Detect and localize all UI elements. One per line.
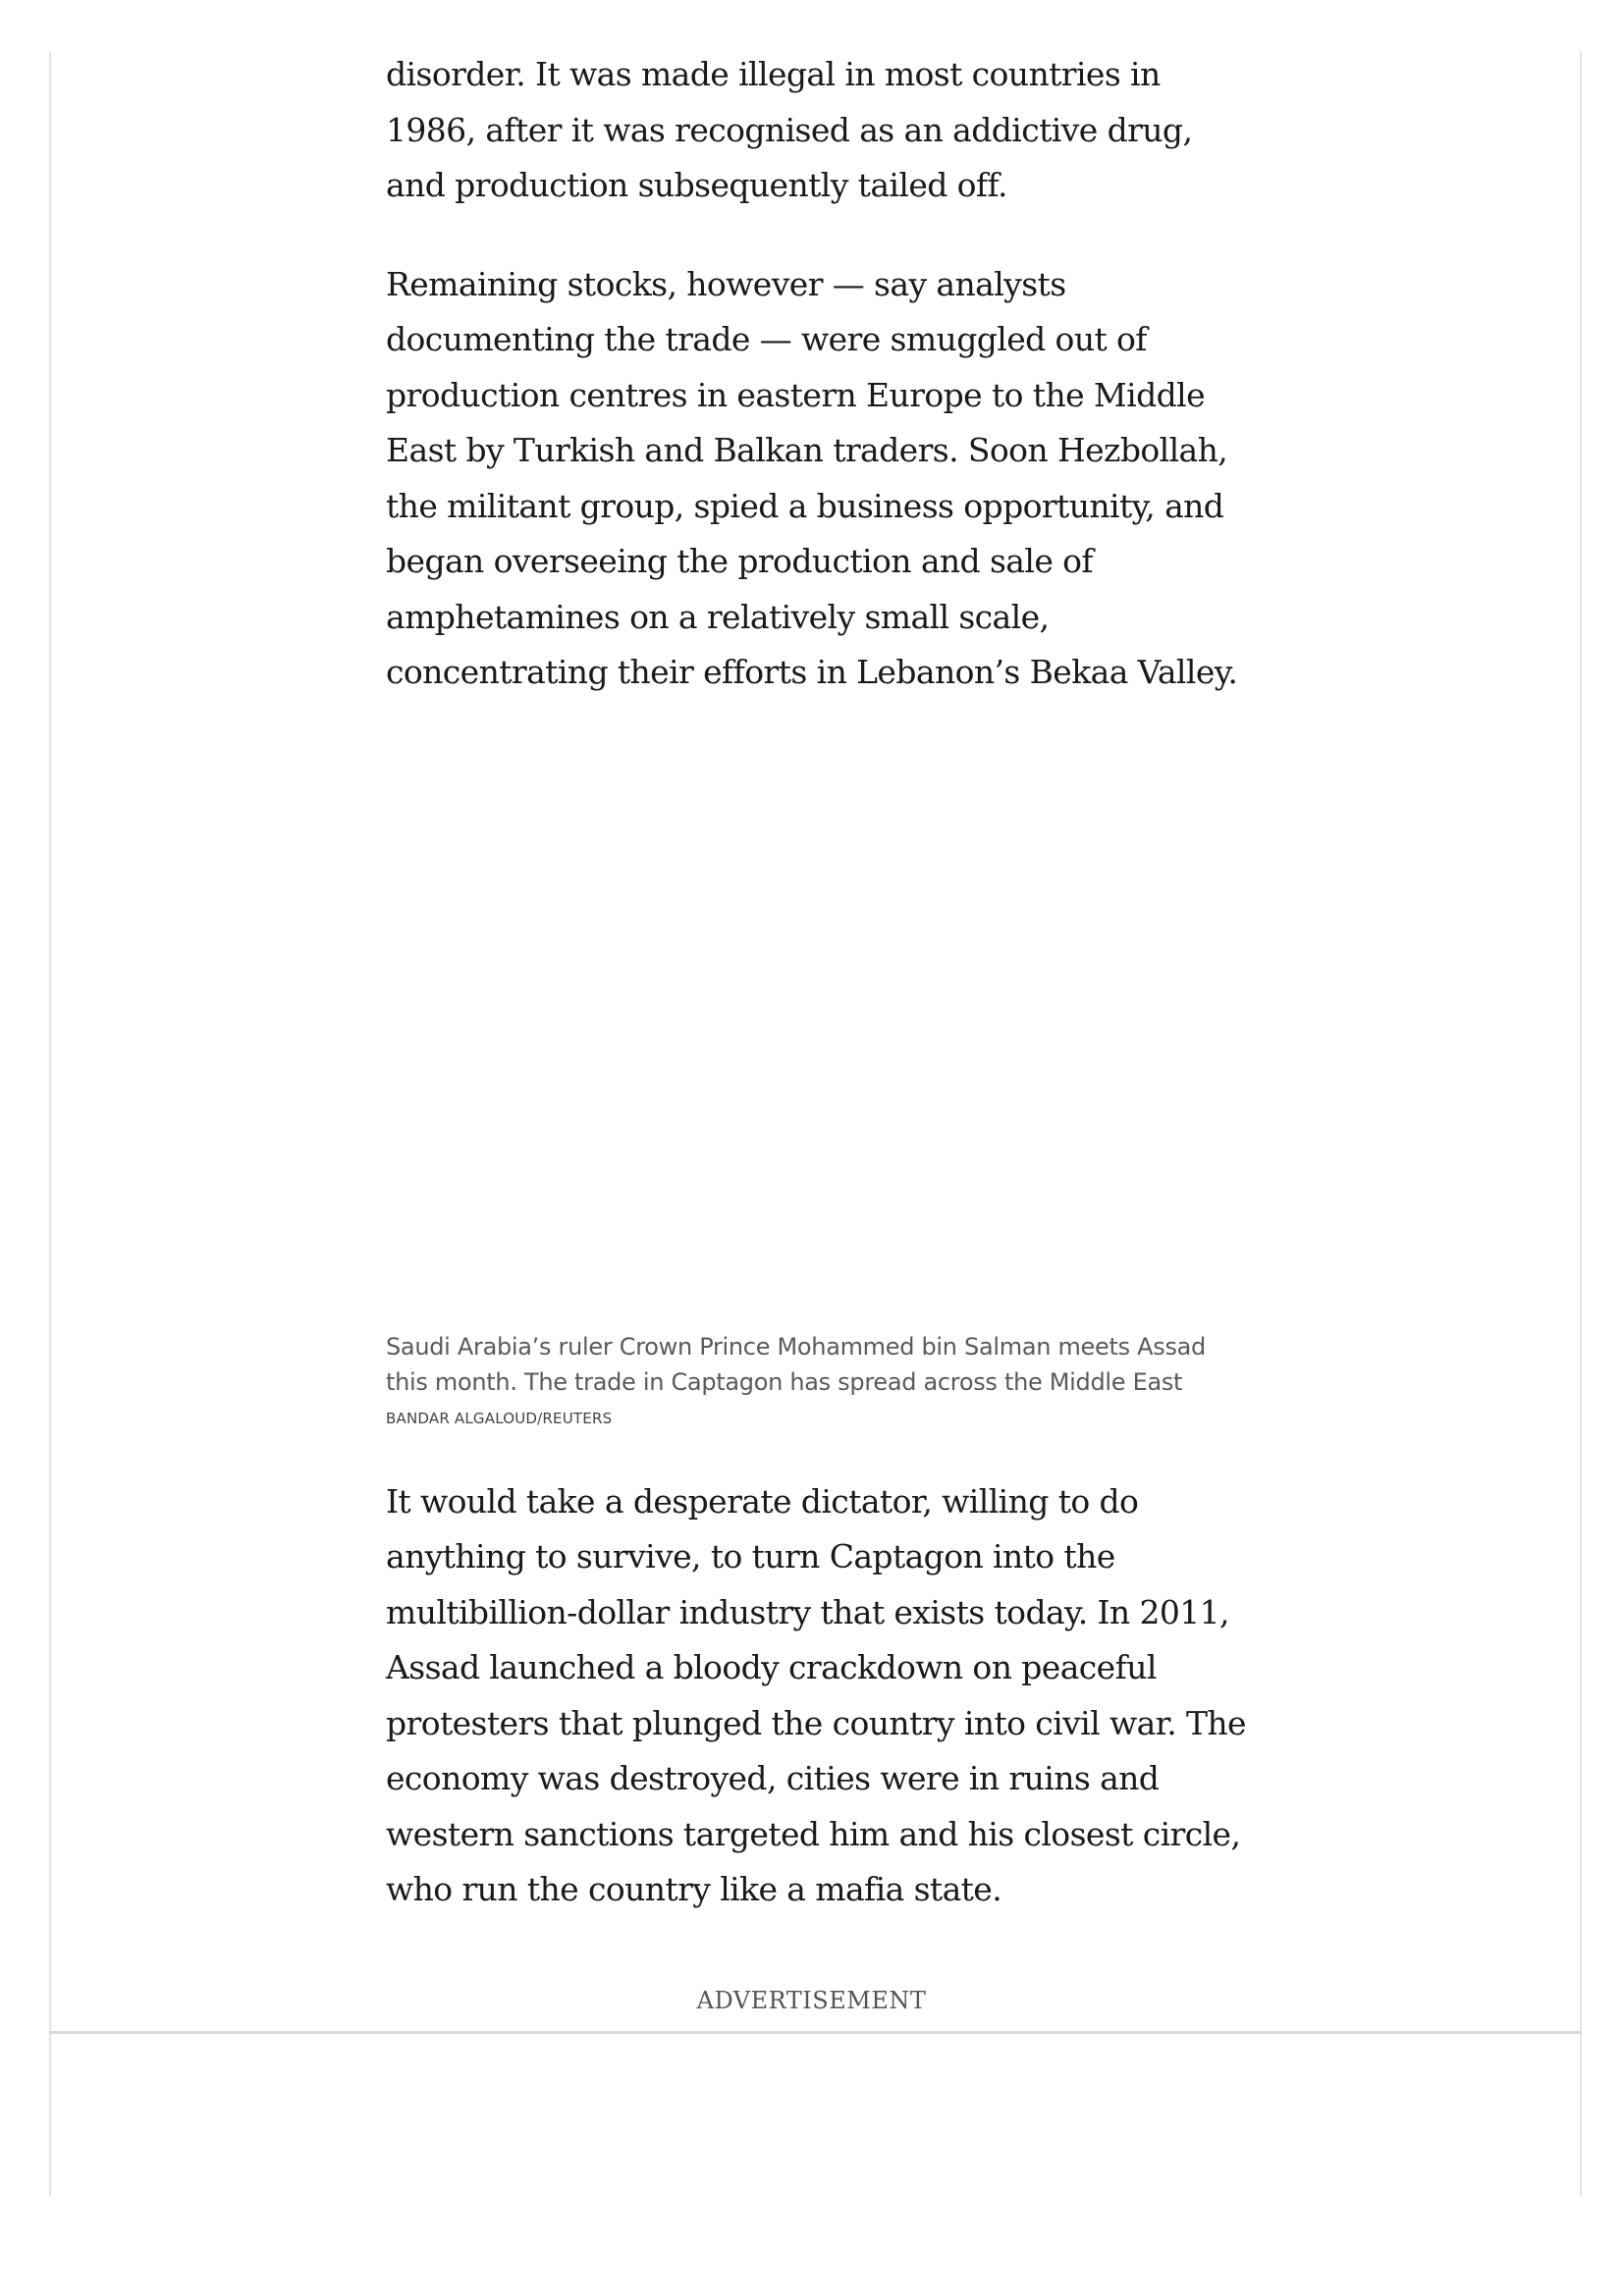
article-image bbox=[386, 701, 1250, 1329]
advertisement-slot[interactable] bbox=[51, 2034, 1580, 2196]
article-paragraph: Remaining stocks, however — say analysts documenting the trade — were smuggled out of production centres in eastern Europe to the Middle East by Turkish and Balkan traders. Soon Hezbollah, the militant group, spied a business opportunity, and began overseeing the production and sale of amphetamines on a relatively small scale, concentrating their efforts in Lebanon’s Bekaa Valley. bbox=[386, 264, 1238, 691]
page-border-left bbox=[49, 51, 51, 2196]
page-border-right bbox=[1580, 51, 1582, 2196]
article-paragraph: It would take a desperate dictator, willing to do anything to survive, to turn Captagon into the multibillion-dollar industry that exists today. In 2011, Assad launched a bloody crackdown on peaceful protesters that plunged the country into civil war. The economy was destroyed, cities were in ruins and western sanctions targeted him and his closest circle, who run the country like a mafia state. bbox=[386, 1481, 1246, 1908]
article-paragraph: disorder. It was made illegal in most countries in 1986, after it was recognised as an addictive drug, and production subsequently tailed off. bbox=[386, 55, 1193, 204]
image-credit: BANDAR ALGALOUD/REUTERS bbox=[386, 1409, 613, 1427]
article-body bbox=[386, 47, 1250, 1918]
figure-caption-block bbox=[386, 1329, 1250, 1429]
advertisement-label: ADVERTISEMENT bbox=[696, 1987, 927, 2014]
image-caption: Saudi Arabia’s ruler Crown Prince Mohammed bin Salman meets Assad this month. The trade in Captagon has spread across the Middle East bbox=[386, 1332, 1206, 1396]
